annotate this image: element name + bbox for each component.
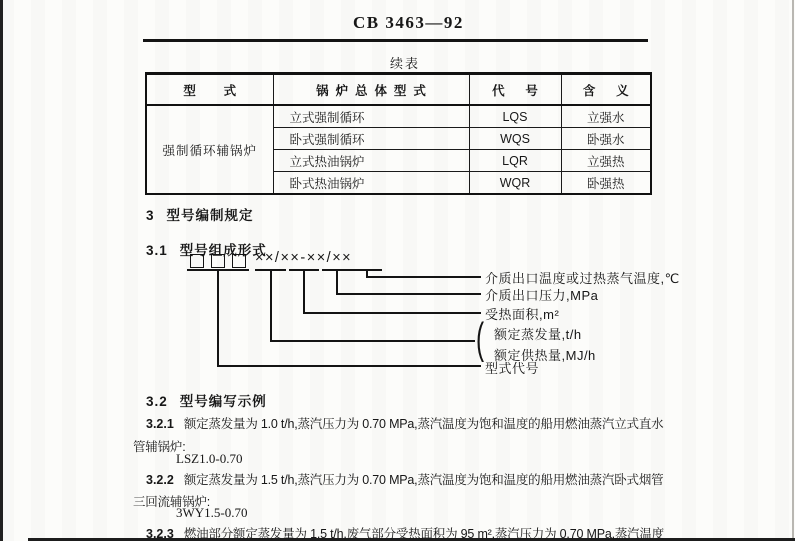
- example-3-2-1-model-code: LSZ1.0-0.70: [176, 451, 243, 466]
- placeholder-box-icon: [232, 254, 246, 268]
- example-3-2-3-text: 燃油部分额定蒸发量为 1.5 t/h,废气部分受热面积为 95 m²,蒸汽压力为 0.70 MPa,蒸汽温度: [183, 527, 665, 541]
- section-3-2-heading: [146, 390, 267, 410]
- diagram-label-rated-heat: 额定供热量,MJ/h: [494, 348, 596, 363]
- cell-meaning: 立强水: [561, 105, 651, 128]
- example-3-2-1-continuation: 管辅锅炉:: [133, 440, 186, 454]
- row-group-label: 强制循环辅锅炉: [146, 105, 273, 194]
- scan-edge-left: [0, 0, 3, 541]
- connector-line: [366, 276, 481, 278]
- section-3-heading: [146, 204, 254, 224]
- cell-boiler-type: 立式强制循环: [273, 105, 469, 128]
- col-header-meaning: 含 义: [561, 74, 651, 106]
- section-3-title: 型号编制规定: [166, 208, 254, 223]
- boiler-type-table: [145, 72, 652, 195]
- scan-edge-right: [792, 0, 794, 541]
- doc-number: CB 3463—92: [353, 13, 464, 32]
- placeholder-box-icon: [190, 254, 204, 268]
- example-3-2-3-line: [146, 524, 664, 541]
- col-header-overall: 锅 炉 总 体 型 式: [273, 74, 469, 106]
- connector-line: [336, 293, 481, 295]
- table-caption: 续表: [390, 56, 421, 71]
- cell-meaning: 立强热: [561, 150, 651, 172]
- model-pattern: ××/××-××/××: [255, 250, 353, 266]
- header-rule: [143, 39, 648, 42]
- example-3-2-1-line: [146, 414, 663, 432]
- diagram-label-type-code: 型式代号: [485, 361, 540, 376]
- diagram-label-outlet-press: 介质出口压力,MPa: [485, 288, 599, 303]
- example-3-2-2-continuation: 三回流辅锅炉:: [133, 495, 211, 509]
- connector-line: [336, 269, 338, 294]
- example-3-2-2-line: [146, 470, 663, 488]
- diagram-label-rated-evap: 额定蒸发量,t/h: [494, 327, 582, 342]
- section-3-number: 3: [146, 208, 155, 223]
- example-3-2-1-text: 额定蒸发量为 1.0 t/h,蒸汽压力为 0.70 MPa,蒸汽温度为饱和温度的船用燃油蒸汽立式直水: [183, 417, 664, 431]
- section-3-1-number: 3.1: [146, 243, 168, 258]
- section-3-2-title: 型号编写示例: [179, 394, 267, 409]
- cell-code: WQS: [469, 128, 561, 150]
- table-row: [146, 105, 651, 128]
- diagram-label-heating-area: 受热面积,m²: [485, 307, 560, 322]
- cell-boiler-type: 立式热油锅炉: [273, 150, 469, 172]
- cell-code: LQS: [469, 105, 561, 128]
- example-3-2-1-number: 3.2.1: [146, 417, 174, 431]
- connector-line: [270, 340, 475, 342]
- connector-line: [217, 365, 481, 367]
- cell-meaning: 卧强水: [561, 128, 651, 150]
- col-header-type: 型 式: [146, 74, 273, 106]
- connector-line: [303, 269, 305, 313]
- cell-code: WQR: [469, 172, 561, 195]
- placeholder-box-icon: [211, 254, 225, 268]
- connector-line: [270, 269, 272, 341]
- connector-line: [303, 312, 481, 314]
- example-3-2-2-number: 3.2.2: [146, 473, 174, 487]
- cell-meaning: 卧强热: [561, 172, 651, 195]
- section-3-2-number: 3.2: [146, 394, 168, 409]
- table-header-row: [146, 74, 651, 106]
- brace-icon: (: [476, 314, 485, 363]
- diagram-label-outlet-temp: 介质出口温度或过热蒸气温度,℃: [485, 271, 680, 286]
- cell-boiler-type: 卧式强制循环: [273, 128, 469, 150]
- example-3-2-3-number: 3.2.3: [146, 527, 174, 541]
- example-3-2-2-model-code: 3WY1.5-0.70: [176, 505, 248, 520]
- section-3-1-title: 型号组成形式: [179, 243, 267, 258]
- cell-boiler-type: 卧式热油锅炉: [273, 172, 469, 195]
- col-header-code: 代 号: [469, 74, 561, 106]
- connector-line: [217, 269, 219, 366]
- section-3-1-heading: [146, 239, 267, 259]
- example-3-2-2-text: 额定蒸发量为 1.5 t/h,蒸汽压力为 0.70 MPa,蒸汽温度为饱和温度的船用燃油蒸汽卧式烟管: [183, 473, 664, 487]
- cell-code: LQR: [469, 150, 561, 172]
